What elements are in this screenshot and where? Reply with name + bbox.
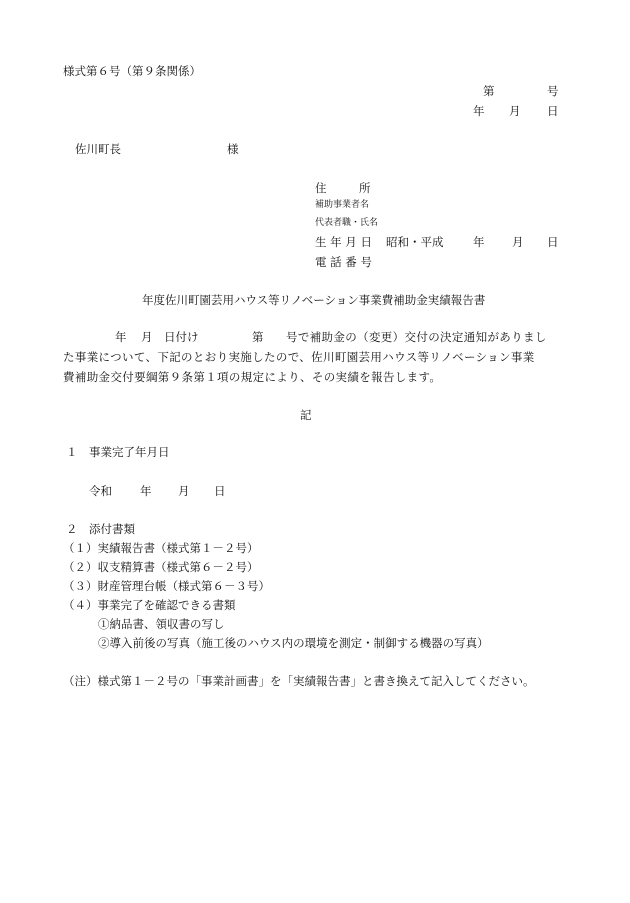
- attachment-item-2: （２）収支精算書（様式第６－２号）: [63, 560, 259, 574]
- body-line-3: 費補助金交付要綱第９条第１項の規定により、その実績を報告します。: [63, 370, 442, 384]
- attachment-item-1: （１）実績報告書（様式第１－２号）: [63, 541, 259, 555]
- phone-label: 電 話 番 号: [315, 255, 372, 269]
- birth-era: 昭和・平成: [386, 235, 444, 249]
- form-number: 様式第６号（第９条関係）: [63, 64, 201, 78]
- birthdate-label: 生 年 月 日: [315, 235, 372, 249]
- completion-heading: １ 事業完了年月日: [66, 445, 170, 459]
- address-label-1: 住: [315, 181, 327, 195]
- completion-nen: 年: [140, 484, 152, 498]
- doc-no-go: 号: [547, 84, 559, 98]
- birth-hi: 日: [547, 235, 559, 249]
- document-title: 年度佐川町園芸用ハウス等リノベーション事業費補助金実績報告書: [142, 293, 486, 307]
- attachment-item-4: （４）事業完了を確認できる書類: [63, 598, 236, 612]
- date-tsuki: 月: [509, 104, 521, 118]
- attachment-item-3: （３）財産管理台帳（様式第６－３号）: [63, 579, 270, 593]
- body-tsuki: 月: [141, 330, 153, 344]
- body-nen: 年: [115, 330, 127, 344]
- attachments-heading: ２ 添付書類: [66, 522, 135, 536]
- attachment-sub-item-2: ②導入前後の写真（施工後のハウス内の環境を測定・制御する機器の写真）: [98, 636, 489, 650]
- representative-label: 代表者職・氏名: [315, 218, 379, 228]
- business-name-label: 補助事業者名: [315, 200, 370, 210]
- addressee-name: 佐川町長: [75, 142, 121, 156]
- birth-nen: 年: [473, 235, 485, 249]
- body-line-1-rest: 号で補助金の（変更）交付の決定通知がありまし: [286, 330, 547, 344]
- body-hizuke: 日付け: [164, 330, 199, 344]
- addressee-honorific: 様: [227, 142, 239, 156]
- body-dai: 第: [252, 330, 264, 344]
- completion-reiwa: 令和: [89, 484, 112, 498]
- address-label-2: 所: [359, 181, 371, 195]
- date-hi: 日: [547, 104, 559, 118]
- footnote: （注）様式第１－２号の「事業計画書」を「実績報告書」と書き換えて記入してください。: [63, 674, 535, 688]
- completion-tsuki: 月: [178, 484, 190, 498]
- attachment-sub-item-1: ①納品書、領収書の写し: [98, 617, 225, 631]
- ki-heading: 記: [300, 408, 312, 422]
- birth-tsuki: 月: [512, 235, 524, 249]
- doc-no-dai: 第: [483, 84, 495, 98]
- date-nen: 年: [473, 104, 485, 118]
- body-line-2: た事業について、下記のとおり実施したので、佐川町園芸用ハウス等リノベーション事業: [63, 350, 535, 364]
- completion-hi: 日: [214, 484, 226, 498]
